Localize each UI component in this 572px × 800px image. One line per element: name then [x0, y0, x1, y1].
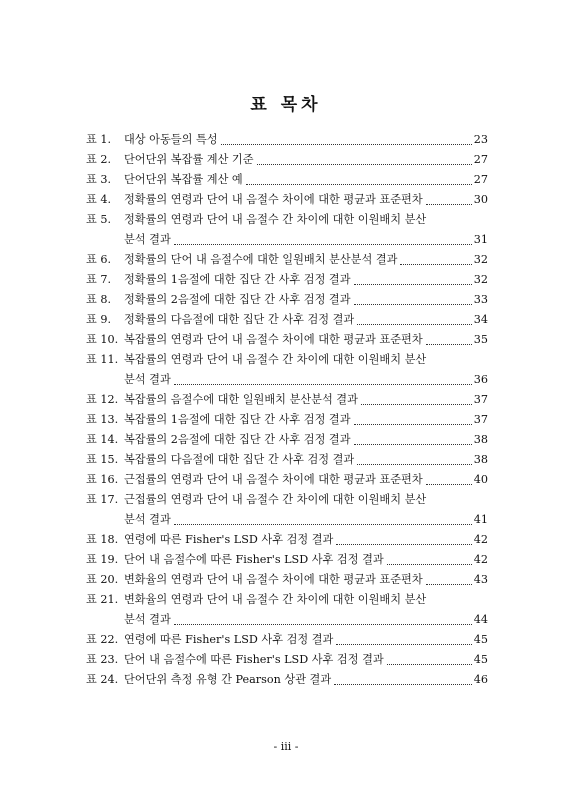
- toc-entry-title: 단어단위 복잡률 계산 예: [124, 173, 243, 186]
- toc-entry[interactable]: [86, 570, 488, 590]
- toc-entry-line: [86, 630, 488, 650]
- toc-entry-page-number: 37: [473, 413, 488, 426]
- toc-entry[interactable]: [86, 430, 488, 450]
- dot-leader: [334, 683, 472, 685]
- toc-entry-number: 표 3.: [86, 173, 112, 186]
- toc-entry-line: [86, 250, 488, 270]
- toc-entry-line: [86, 570, 488, 590]
- toc-entry-title: 분석 결과: [124, 613, 171, 626]
- dot-leader: [354, 283, 472, 285]
- dot-leader: [174, 383, 472, 385]
- toc-entry-page-number: 32: [473, 273, 488, 286]
- toc-entry-number: 표 9.: [86, 313, 112, 326]
- toc-entry-line: [86, 210, 488, 230]
- toc-entry-number: 표 21.: [86, 593, 119, 606]
- dot-leader: [361, 403, 472, 405]
- toc-entry-page-number: 41: [473, 513, 488, 526]
- toc-entry-number: 표 6.: [86, 253, 112, 266]
- toc-entry-page-number: 34: [473, 313, 488, 326]
- toc-entry-number: 표 17.: [86, 493, 119, 506]
- toc-entry-page-number: 44: [473, 613, 488, 626]
- toc-entry-title: 복잡률의 다음절에 대한 집단 간 사후 검정 결과: [124, 453, 355, 466]
- toc-entry-page-number: 27: [473, 173, 488, 186]
- toc-entry-title: 복잡률의 음절수에 대한 일원배치 분산분석 결과: [124, 393, 358, 406]
- dot-leader: [354, 423, 472, 425]
- toc-entry-page-number: 40: [473, 473, 488, 486]
- toc-entry[interactable]: [86, 390, 488, 410]
- page-title: 표 목차: [250, 95, 322, 115]
- toc-entry[interactable]: [86, 250, 488, 270]
- toc-entry-line: [86, 230, 488, 250]
- toc-entry-title: 정확률의 2음절에 대한 집단 간 사후 검정 결과: [124, 293, 351, 306]
- toc-entry-line: [86, 130, 488, 150]
- toc-entry-title: 정확률의 1음절에 대한 집단 간 사후 검정 결과: [124, 273, 351, 286]
- toc-entry[interactable]: [86, 650, 488, 670]
- toc-entry-title: 단어단위 복잡률 계산 기준: [124, 153, 254, 166]
- toc-entry[interactable]: [86, 670, 488, 690]
- toc-entry-line: [86, 390, 488, 410]
- toc-entry-line: [86, 150, 488, 170]
- dot-leader: [221, 143, 472, 145]
- toc-entry-title: 정확률의 단어 내 음절수에 대한 일원배치 분산분석 결과: [124, 253, 398, 266]
- dot-leader: [400, 263, 471, 265]
- toc-entry[interactable]: [86, 490, 488, 530]
- toc-entry-title: 연령에 따른 Fisher's LSD 사후 검정 결과: [124, 533, 334, 546]
- toc-entry-number: 표 23.: [86, 653, 119, 666]
- dot-leader: [336, 643, 471, 645]
- toc-entry-title: 복잡률의 연령과 단어 내 음절수 간 차이에 대한 이원배치 분산: [124, 353, 427, 366]
- toc-entry[interactable]: [86, 210, 488, 250]
- toc-entry-page-number: 46: [473, 673, 488, 686]
- toc-entry-page-number: 42: [473, 553, 488, 566]
- dot-leader: [174, 243, 472, 245]
- toc-entry-number: 표 8.: [86, 293, 112, 306]
- toc-entry-line: [86, 490, 488, 510]
- toc-entry-title: 분석 결과: [124, 373, 171, 386]
- toc-entry-page-number: 33: [473, 293, 488, 306]
- toc-entry-number: 표 4.: [86, 193, 112, 206]
- toc-entry-title: 단어 내 음절수에 따른 Fisher's LSD 사후 검정 결과: [124, 553, 384, 566]
- toc-entry-title: 분석 결과: [124, 513, 171, 526]
- toc-entry-number: 표 22.: [86, 633, 119, 646]
- toc-entry-line: [86, 270, 488, 290]
- toc-entry-title: 단어 내 음절수에 따른 Fisher's LSD 사후 검정 결과: [124, 653, 384, 666]
- toc-entry-number: 표 11.: [86, 353, 119, 366]
- toc-entry[interactable]: [86, 330, 488, 350]
- toc-entry[interactable]: [86, 350, 488, 390]
- toc-entry-page-number: 38: [473, 433, 488, 446]
- toc-entry-page-number: 37: [473, 393, 488, 406]
- toc-entry[interactable]: [86, 130, 488, 150]
- dot-leader: [246, 183, 472, 185]
- toc-entry-line: [86, 530, 488, 550]
- dot-leader: [257, 163, 472, 165]
- dot-leader: [354, 303, 472, 305]
- toc-entry-line: [86, 510, 488, 530]
- dot-leader: [357, 463, 472, 465]
- toc-entry-line: [86, 670, 488, 690]
- toc-entry[interactable]: [86, 150, 488, 170]
- toc-entry[interactable]: [86, 190, 488, 210]
- toc-entry-page-number: 38: [473, 453, 488, 466]
- toc-entry-line: [86, 450, 488, 470]
- toc-entry-title: 복잡률의 연령과 단어 내 음절수 차이에 대한 평균과 표준편차: [124, 333, 423, 346]
- dot-leader: [426, 483, 472, 485]
- toc-entry[interactable]: [86, 550, 488, 570]
- toc-entry-page-number: 43: [473, 573, 488, 586]
- toc-entry-line: [86, 430, 488, 450]
- toc-entry-number: 표 16.: [86, 473, 119, 486]
- toc-entry[interactable]: [86, 450, 488, 470]
- toc-entry-number: 표 7.: [86, 273, 112, 286]
- toc-entry-title: 대상 아동들의 특성: [124, 133, 218, 146]
- toc-entry[interactable]: [86, 170, 488, 190]
- dot-leader: [426, 583, 472, 585]
- toc-entry[interactable]: [86, 530, 488, 550]
- toc-entry-title: 복잡률의 2음절에 대한 집단 간 사후 검정 결과: [124, 433, 351, 446]
- toc-entry-line: [86, 290, 488, 310]
- toc-entry-number: 표 15.: [86, 453, 119, 466]
- toc-entry-line: [86, 610, 488, 630]
- dot-leader: [174, 623, 472, 625]
- toc-entry-number: 표 5.: [86, 213, 112, 226]
- toc-entry-number: 표 14.: [86, 433, 119, 446]
- page-number-footer: - iii -: [273, 740, 299, 753]
- toc-entry[interactable]: [86, 470, 488, 490]
- toc-entry-title: 복잡률의 1음절에 대한 집단 간 사후 검정 결과: [124, 413, 351, 426]
- toc-entry-title: 근접률의 연령과 단어 내 음절수 차이에 대한 평균과 표준편차: [124, 473, 423, 486]
- toc-entry-number: 표 20.: [86, 573, 119, 586]
- toc-entry-line: [86, 350, 488, 370]
- toc-entry-title: 변화율의 연령과 단어 내 음절수 차이에 대한 평균과 표준편차: [124, 573, 423, 586]
- toc-entry-number: 표 2.: [86, 153, 112, 166]
- toc-entry-line: [86, 650, 488, 670]
- dot-leader: [336, 543, 471, 545]
- toc-entry[interactable]: [86, 290, 488, 310]
- toc-entry-page-number: 45: [473, 633, 488, 646]
- dot-leader: [357, 323, 472, 325]
- toc-entry-page-number: 23: [473, 133, 488, 146]
- toc-entry[interactable]: [86, 410, 488, 430]
- toc-entry-line: [86, 330, 488, 350]
- toc-entry-page-number: 45: [473, 653, 488, 666]
- toc-entry-page-number: 32: [473, 253, 488, 266]
- toc-entry-page-number: 31: [473, 233, 488, 246]
- toc-entry-line: [86, 590, 488, 610]
- dot-leader: [426, 203, 472, 205]
- toc-entry-number: 표 18.: [86, 533, 119, 546]
- toc-entry-line: [86, 170, 488, 190]
- toc-entry-page-number: 30: [473, 193, 488, 206]
- toc-entry[interactable]: [86, 590, 488, 630]
- toc-entry[interactable]: [86, 630, 488, 650]
- toc-entry-title: 정확률의 다음절에 대한 집단 간 사후 검정 결과: [124, 313, 355, 326]
- toc-entry-number: 표 13.: [86, 413, 119, 426]
- toc-entry-line: [86, 190, 488, 210]
- toc-entry-title: 단어단위 측정 유형 간 Pearson 상관 결과: [124, 673, 332, 686]
- toc-entry-title: 정확률의 연령과 단어 내 음절수 간 차이에 대한 이원배치 분산: [124, 213, 427, 226]
- toc-entry-title: 연령에 따른 Fisher's LSD 사후 검정 결과: [124, 633, 334, 646]
- toc-entry[interactable]: [86, 310, 488, 330]
- toc-entry[interactable]: [86, 270, 488, 290]
- toc-entry-page-number: 42: [473, 533, 488, 546]
- toc-entry-number: 표 19.: [86, 553, 119, 566]
- toc-entry-title: 변화율의 연령과 단어 내 음절수 간 차이에 대한 이원배치 분산: [124, 593, 427, 606]
- dot-leader: [354, 443, 472, 445]
- dot-leader: [426, 343, 472, 345]
- dot-leader: [387, 563, 472, 565]
- toc-entry-page-number: 36: [473, 373, 488, 386]
- toc-entry-number: 표 24.: [86, 673, 119, 686]
- toc-entry-page-number: 27: [473, 153, 488, 166]
- table-of-contents-list: [86, 130, 488, 690]
- dot-leader: [174, 523, 472, 525]
- toc-entry-line: [86, 470, 488, 490]
- toc-entry-line: [86, 370, 488, 390]
- toc-entry-page-number: 35: [473, 333, 488, 346]
- toc-entry-line: [86, 410, 488, 430]
- toc-entry-number: 표 1.: [86, 133, 112, 146]
- dot-leader: [387, 663, 472, 665]
- toc-entry-number: 표 12.: [86, 393, 119, 406]
- toc-entry-line: [86, 310, 488, 330]
- toc-entry-title: 정확률의 연령과 단어 내 음절수 차이에 대한 평균과 표준편차: [124, 193, 423, 206]
- toc-entry-number: 표 10.: [86, 333, 119, 346]
- toc-entry-line: [86, 550, 488, 570]
- toc-entry-title: 근접률의 연령과 단어 내 음절수 간 차이에 대한 이원배치 분산: [124, 493, 427, 506]
- toc-entry-title: 분석 결과: [124, 233, 171, 246]
